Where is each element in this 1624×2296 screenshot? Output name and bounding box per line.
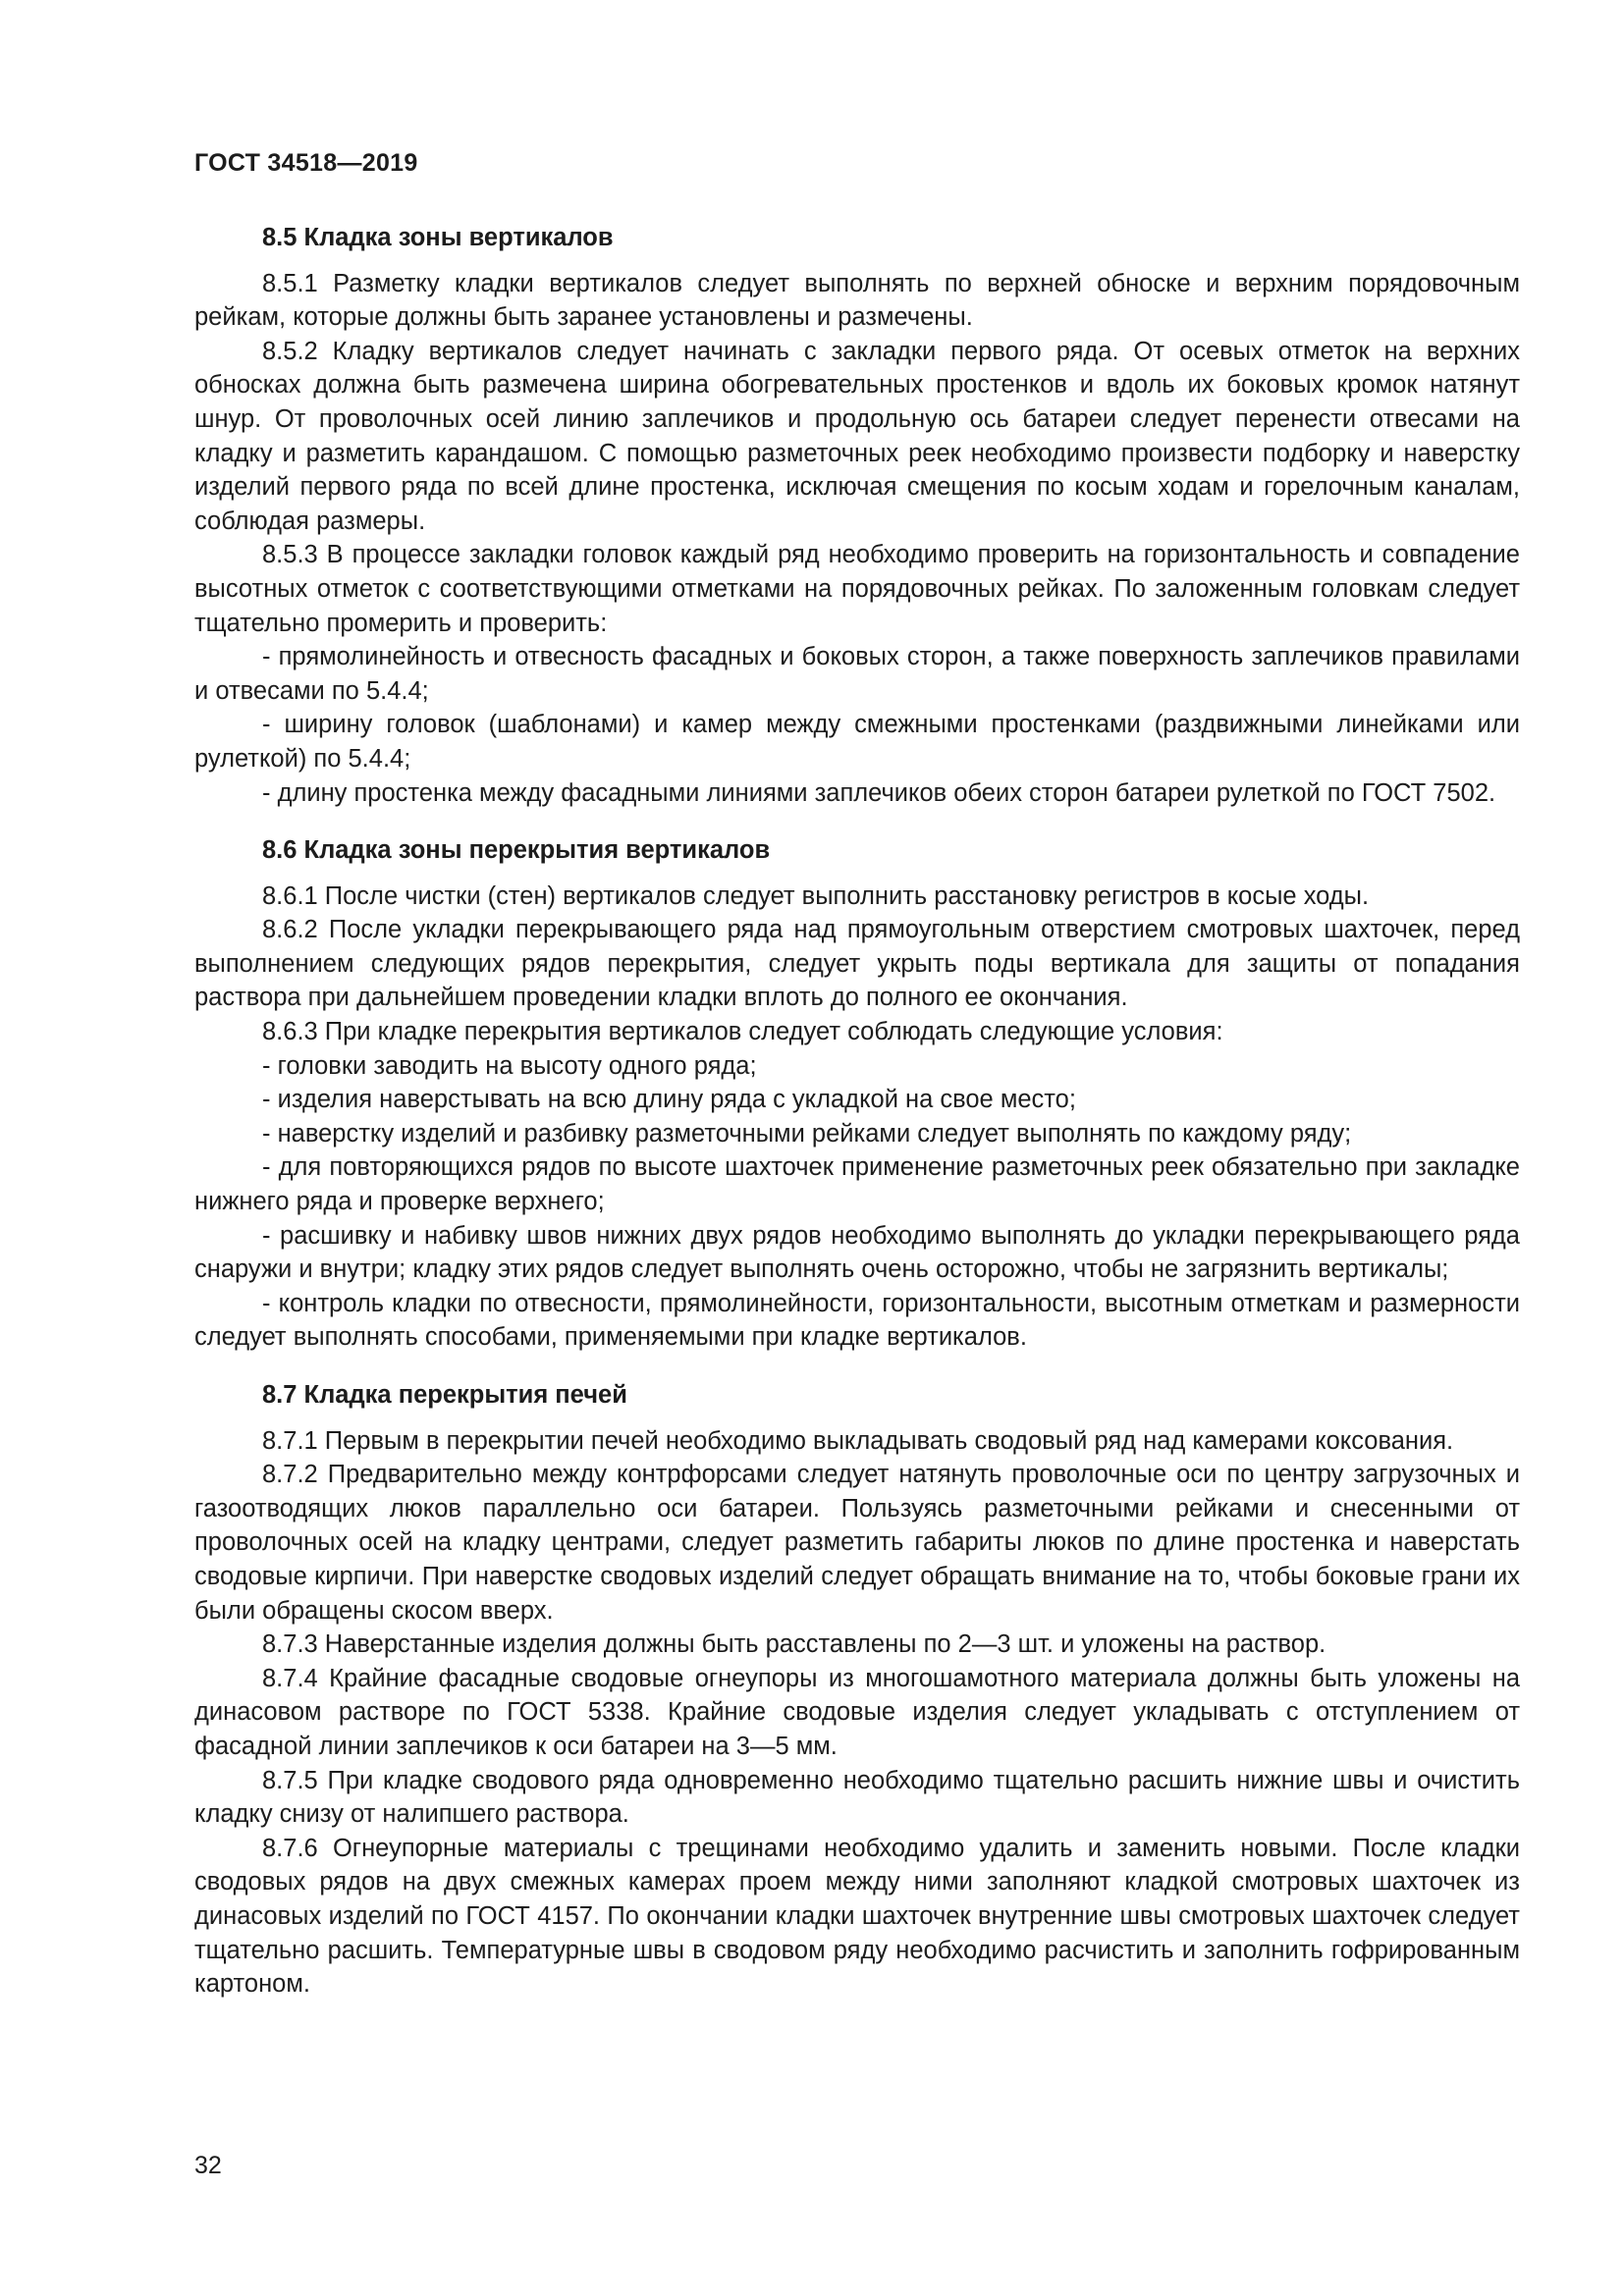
list-item: - ширину головок (шаблонами) и камер между смежными простенками (раздвижными линейками или рулеткой) по 5.4.4; [194,711,1520,773]
document-body [194,221,1520,2002]
document-header: ГОСТ 34518—2019 [194,149,418,177]
list-item: - головки заводить на высоту одного ряда; [262,1051,757,1080]
paragraph: 8.7.3 Наверстанные изделия должны быть расставлены по 2—3 шт. и уложены на раствор. [262,1630,1326,1659]
paragraph: 8.5.2 Кладку вертикалов следует начинать с закладки первого ряда. От осевых отметок на верхних обносках должна быть размечена ширина обогревательных простенков и вдоль их боковых кромок натянут шнур. От проволочных осей линию заплечиков и продольную ось батареи следует перенести отвесами на кладку и разметить карандашом. С помощью разметочных реек необходимо произвести подборку и наверстку изделий первого ряда по всей длине простенка, исключая смещения по косым ходам и горелочным каналам, соблюдая размеры. [194,337,1520,535]
paragraph: 8.7.5 При кладке сводового ряда одновременно необходимо тщательно расшить нижние швы и очистить кладку снизу от налипшего раствора. [194,1766,1520,1829]
paragraph: 8.7.6 Огнеупорные материалы с трещинами необходимо удалить и заменить новыми. После кладки сводовых рядов на двух смежных камерах проем между ними заполняют кладкой смотровых шахточек из динасовых изделий по ГОСТ 4157. По окончании кладки шахточек внутренние швы смотровых шахточек следует тщательно расшить. Температурные швы в сводовом ряду необходимо расчистить и заполнить гофрированным картоном. [194,1834,1520,1999]
paragraph: 8.7.4 Крайние фасадные сводовые огнеупоры из многошамотного материала должны быть уложены на динасовом растворе по ГОСТ 5338. Крайние сводовые изделия следует укладывать с отступлением от фасадной линии заплечиков к оси батареи на 3—5 мм. [194,1664,1520,1760]
paragraph: 8.6.3 При кладке перекрытия вертикалов следует соблюдать следующие условия: [262,1018,1223,1046]
paragraph: 8.6.1 После чистки (стен) вертикалов следует выполнить расстановку регистров в косые ходы. [262,881,1370,910]
list-item: - для повторяющихся рядов по высоте шахточек применение разметочных реек обязательно при закладке нижнего ряда и проверке верхнего; [194,1153,1520,1216]
list-item: - длину простенка между фасадными линиями заплечиков обеих сторон батареи рулеткой по ГОСТ 7502. [262,778,1496,807]
list-item: - прямолинейность и отвесность фасадных и боковых сторон, а также поверхность заплечиков правилами и отвесами по 5.4.4; [194,643,1520,705]
paragraph: 8.5.3 В процессе закладки головок каждый ряд необходимо проверить на горизонтальность и совпадение высотных отметок с соответствующими отметками на порядовочных рейках. По заложенным головкам следует тщательно промерить и проверить: [194,541,1520,637]
section-title: 8.7 Кладка перекрытия печей [262,1381,627,1409]
paragraph: 8.7.1 Первым в перекрытии печей необходимо выкладывать сводовый ряд над камерами коксования. [262,1426,1454,1455]
page-number: 32 [194,2152,222,2179]
list-item: - изделия наверстывать на всю длину ряда с укладкой на свое место; [262,1086,1076,1114]
paragraph: 8.5.1 Разметку кладки вертикалов следует выполнять по верхней обноске и верхним порядовочным рейкам, которые должны быть заранее установлены и размечены. [194,269,1520,332]
list-item: - наверстку изделий и разбивку разметочными рейками следует выполнять по каждому ряду; [262,1119,1352,1148]
section-title: 8.5 Кладка зоны вертикалов [262,224,614,251]
paragraph: 8.7.2 Предварительно между контрфорсами следует натянуть проволочные оси по центру загрузочных и газоотводящих люков параллельно оси батареи. Пользуясь разметочными рейками и снесенными от проволочных осей на кладку центрами, следует разметить габариты люков по длине простенка и наверстать сводовые кирпичи. При наверстке сводовых изделий следует обращать внимание на то, чтобы боковые грани их были обращены скосом вверх. [194,1461,1520,1625]
section-title: 8.6 Кладка зоны перекрытия вертикалов [262,836,771,865]
paragraph: 8.6.2 После укладки перекрывающего ряда над прямоугольным отверстием смотровых шахточек, перед выполнением следующих рядов перекрытия, следует укрыть поды вертикала для защиты от попадания раствора при дальнейшем проведении кладки вплоть до полного ее окончания. [194,916,1520,1012]
list-item: - контроль кладки по отвесности, прямолинейности, горизонтальности, высотным отметкам и размерности следует выполнять способами, применяемыми при кладке вертикалов. [194,1289,1520,1352]
list-item: - расшивку и набивку швов нижних двух рядов необходимо выполнять до укладки перекрывающего ряда снаружи и внутри; кладку этих рядов следует выполнять очень осторожно, чтобы не загрязнить вертикалы; [194,1221,1520,1284]
